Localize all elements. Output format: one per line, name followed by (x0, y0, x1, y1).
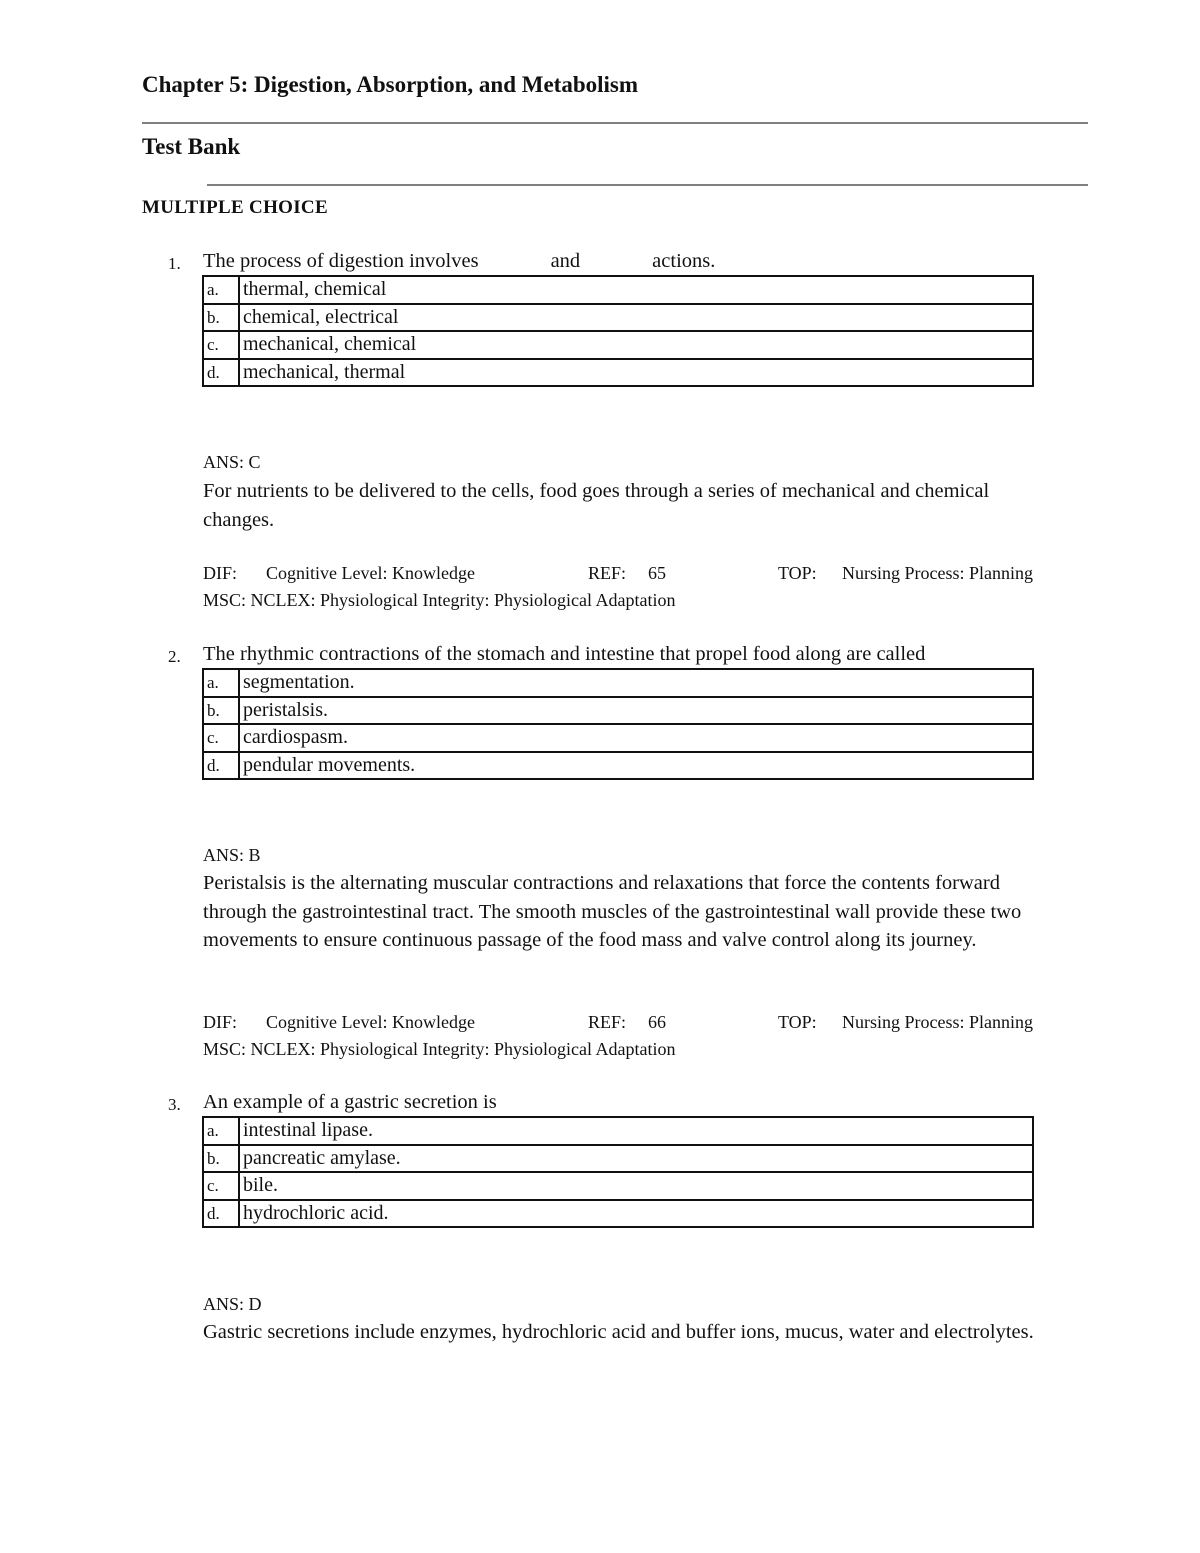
option-letter: c. (203, 1172, 239, 1200)
dif-label: DIF: (203, 1012, 238, 1032)
option-text: mechanical, thermal (239, 359, 1033, 387)
option-text: bile. (239, 1172, 1033, 1200)
option-text: chemical, electrical (239, 304, 1033, 332)
section-heading: MULTIPLE CHOICE (142, 197, 328, 218)
option-letter: b. (203, 697, 239, 725)
option-letter: c. (203, 331, 239, 359)
ref-label: REF: (588, 1012, 627, 1032)
title-divider (142, 122, 1088, 124)
top-value: Nursing Process: Planning (842, 1012, 1033, 1032)
options-table (202, 1116, 1034, 1228)
option-text: peristalsis. (239, 697, 1033, 725)
option-letter: c. (203, 724, 239, 752)
option-row[interactable] (203, 331, 1033, 359)
option-letter: d. (203, 1200, 239, 1228)
chapter-title: Chapter 5: Digestion, Absorption, and Metabolism (142, 72, 639, 97)
option-text: pendular movements. (239, 752, 1033, 780)
option-text: pancreatic amylase. (239, 1145, 1033, 1173)
option-text: cardiospasm. (239, 724, 1033, 752)
option-text: hydrochloric acid. (239, 1200, 1033, 1228)
answer-key: ANS: C (203, 452, 261, 472)
question-stem: An example of a gastric secretion is (203, 1091, 497, 1113)
answer-rationale: Gastric secretions include enzymes, hydrochloric acid and buffer ions, mucus, water and electrolytes. (203, 1321, 1034, 1343)
option-row[interactable] (203, 1117, 1033, 1145)
option-letter: d. (203, 752, 239, 780)
answer-key: ANS: B (203, 845, 261, 865)
question-number: 3. (168, 1095, 181, 1114)
option-text: segmentation. (239, 669, 1033, 697)
options-table (202, 275, 1034, 387)
option-text: intestinal lipase. (239, 1117, 1033, 1145)
top-label: TOP: (778, 563, 817, 583)
answer-rationale: For nutrients to be delivered to the cells, food goes through a series of mechanical and chemical changes. (203, 480, 990, 531)
question-number: 1. (168, 254, 181, 273)
option-row[interactable] (203, 276, 1033, 304)
options-table (202, 668, 1034, 780)
ref-value: 66 (648, 1012, 666, 1032)
question-stem: The rhythmic contractions of the stomach and intestine that propel food along are called (203, 643, 926, 665)
ref-value: 65 (648, 563, 666, 583)
question-stem (203, 250, 715, 273)
option-row[interactable] (203, 304, 1033, 332)
answer-key: ANS: D (203, 1294, 262, 1314)
subtitle-divider (207, 184, 1088, 186)
stem-part: and (550, 250, 581, 272)
dif-value: Cognitive Level: Knowledge (266, 1012, 475, 1032)
option-row[interactable] (203, 359, 1033, 387)
option-letter: b. (203, 1145, 239, 1173)
ref-label: REF: (588, 563, 627, 583)
option-letter: a. (203, 1117, 239, 1145)
option-row[interactable] (203, 1145, 1033, 1173)
msc-line: MSC: NCLEX: Physiological Integrity: Physiological Adaptation (203, 1039, 676, 1059)
stem-part: actions. (652, 250, 716, 272)
option-letter: a. (203, 276, 239, 304)
option-row[interactable] (203, 697, 1033, 725)
question-number: 2. (168, 647, 181, 666)
dif-value: Cognitive Level: Knowledge (266, 563, 475, 583)
option-row[interactable] (203, 752, 1033, 780)
option-letter: a. (203, 669, 239, 697)
top-value: Nursing Process: Planning (842, 563, 1033, 583)
option-row[interactable] (203, 669, 1033, 697)
option-row[interactable] (203, 1172, 1033, 1200)
option-letter: d. (203, 359, 239, 387)
stem-part: The process of digestion involves (203, 250, 479, 272)
msc-line: MSC: NCLEX: Physiological Integrity: Physiological Adaptation (203, 590, 676, 610)
option-letter: b. (203, 304, 239, 332)
answer-rationale: Peristalsis is the alternating muscular contractions and relaxations that force the contents forward through the gastrointestinal tract. The smooth muscles of the gastrointestinal wall provide these two movements to ensure continuous passage of the food mass and valve control along its journey. (203, 872, 1022, 951)
option-row[interactable] (203, 1200, 1033, 1228)
option-text: thermal, chemical (239, 276, 1033, 304)
dif-label: DIF: (203, 563, 238, 583)
option-row[interactable] (203, 724, 1033, 752)
test-bank-heading: Test Bank (142, 134, 241, 159)
option-text: mechanical, chemical (239, 331, 1033, 359)
top-label: TOP: (778, 1012, 817, 1032)
